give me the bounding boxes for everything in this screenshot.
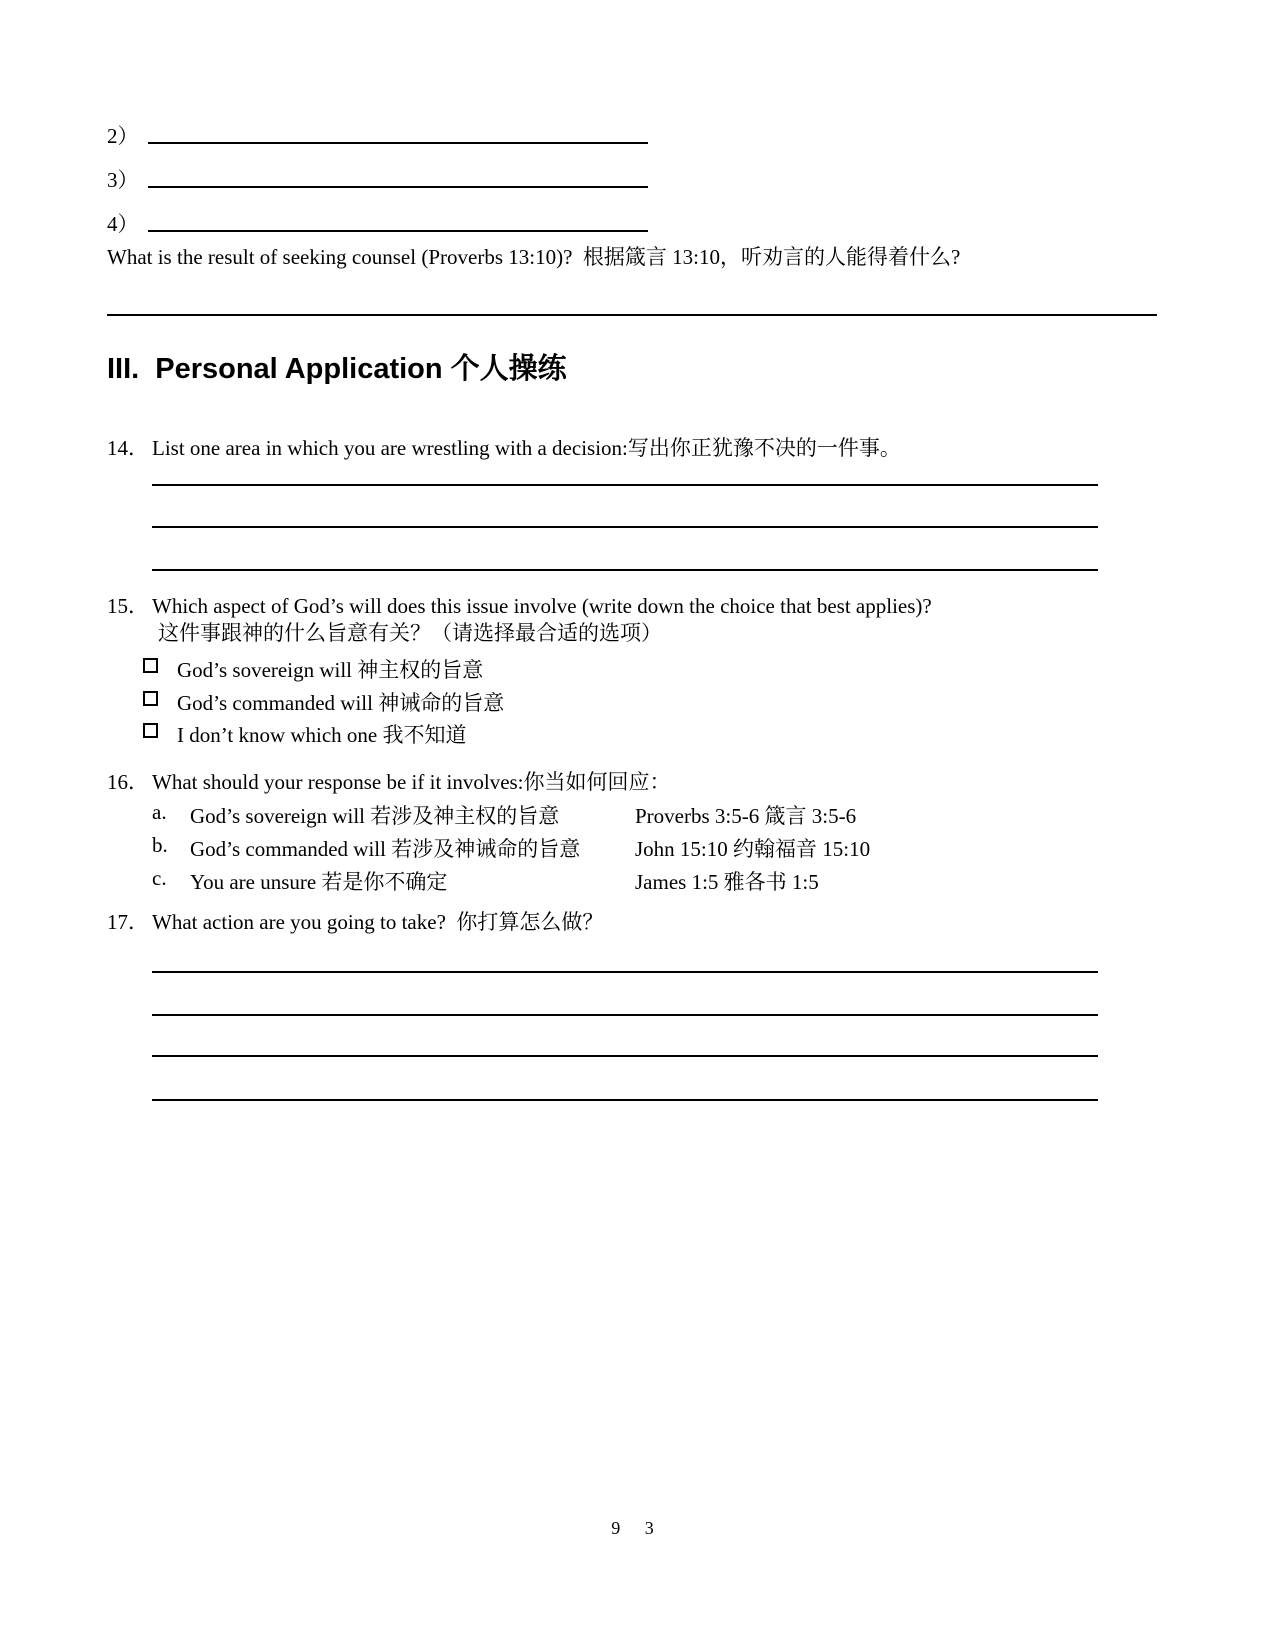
option-commanded-will-label: God’s commanded will 神诫命的旨意 <box>177 691 505 715</box>
blank-item-2-line[interactable] <box>148 142 648 144</box>
question-16-number: 16． <box>107 770 149 794</box>
response-item-a-reference: Proverbs 3:5-6 箴言 3:5-6 <box>635 804 857 828</box>
question-14-text: List one area in which you are wrestling with a decision:写出你正犹豫不决的一件事。 <box>152 436 901 460</box>
checkbox-commanded-will[interactable] <box>143 691 158 706</box>
response-item-c-text: You are unsure 若是你不确定 <box>190 870 448 894</box>
blank-item-4-label: 4） <box>107 212 139 236</box>
question-17 <box>107 906 1177 936</box>
option-dont-know-label: I don’t know which one 我不知道 <box>177 723 467 747</box>
question-17-text: What action are you going to take? 你打算怎么做？ <box>152 910 604 934</box>
question-15 <box>107 590 1177 620</box>
option-sovereign-will-label: God’s sovereign will 神主权的旨意 <box>177 658 484 682</box>
response-item-b-letter: b. <box>152 833 168 857</box>
counsel-question-text: What is the result of seeking counsel (Proverbs 13:10)? 根据箴言 13:10，听劝言的人能得着什么? <box>107 245 961 269</box>
question-14 <box>107 432 1177 462</box>
response-item-b-reference: John 15:10 约翰福音 15:10 <box>635 837 871 861</box>
response-item-a-text: God’s sovereign will 若涉及神主权的旨意 <box>190 804 560 828</box>
response-item-c-reference: James 1:5 雅各书 1:5 <box>635 870 819 894</box>
q14-answer-line-1[interactable] <box>152 484 1098 486</box>
section-numeral: III. <box>107 353 140 385</box>
question-16 <box>107 766 1177 796</box>
question-15-number: 15． <box>107 594 149 618</box>
blank-item-2-label: 2） <box>107 124 139 148</box>
question-15-text-zh: 这件事跟神的什么旨意有关？（请选择最合适的选项） <box>158 621 662 645</box>
question-17-number: 17． <box>107 910 149 934</box>
q17-answer-line-3[interactable] <box>152 1055 1098 1057</box>
option-sovereign-will <box>107 654 1007 682</box>
response-item-a <box>107 800 1177 828</box>
question-15-text-en: Which aspect of God’s will does this issue involve (write down the choice that best applies)? <box>152 594 932 618</box>
question-16-text: What should your response be if it involves:你当如何回应： <box>152 770 671 794</box>
section-heading <box>107 352 567 386</box>
blank-item-3-line[interactable] <box>148 186 648 188</box>
blank-item-3-label: 3） <box>107 168 139 192</box>
q17-answer-line-4[interactable] <box>152 1099 1098 1101</box>
response-item-a-letter: a. <box>152 800 167 824</box>
checkbox-dont-know[interactable] <box>143 723 158 738</box>
counsel-answer-line[interactable] <box>107 314 1157 316</box>
q14-answer-line-2[interactable] <box>152 526 1098 528</box>
section-title: Personal Application 个人操练 <box>155 353 567 385</box>
response-item-b <box>107 833 1177 861</box>
option-dont-know <box>107 719 1007 747</box>
counsel-question <box>107 244 1177 270</box>
checkbox-sovereign-will[interactable] <box>143 658 158 673</box>
page-number: 9 3 <box>611 1518 664 1538</box>
blank-item-4-line[interactable] <box>148 230 648 232</box>
q14-answer-line-3[interactable] <box>152 569 1098 571</box>
response-item-c <box>107 866 1177 894</box>
question-14-number: 14． <box>107 436 149 460</box>
response-item-c-letter: c. <box>152 866 167 890</box>
blank-item-2 <box>107 120 667 150</box>
response-item-b-text: God’s commanded will 若涉及神诫命的旨意 <box>190 837 581 861</box>
blank-item-4 <box>107 208 667 238</box>
blank-item-3 <box>107 164 667 194</box>
q17-answer-line-1[interactable] <box>152 971 1098 973</box>
q17-answer-line-2[interactable] <box>152 1014 1098 1016</box>
option-commanded-will <box>107 687 1007 715</box>
